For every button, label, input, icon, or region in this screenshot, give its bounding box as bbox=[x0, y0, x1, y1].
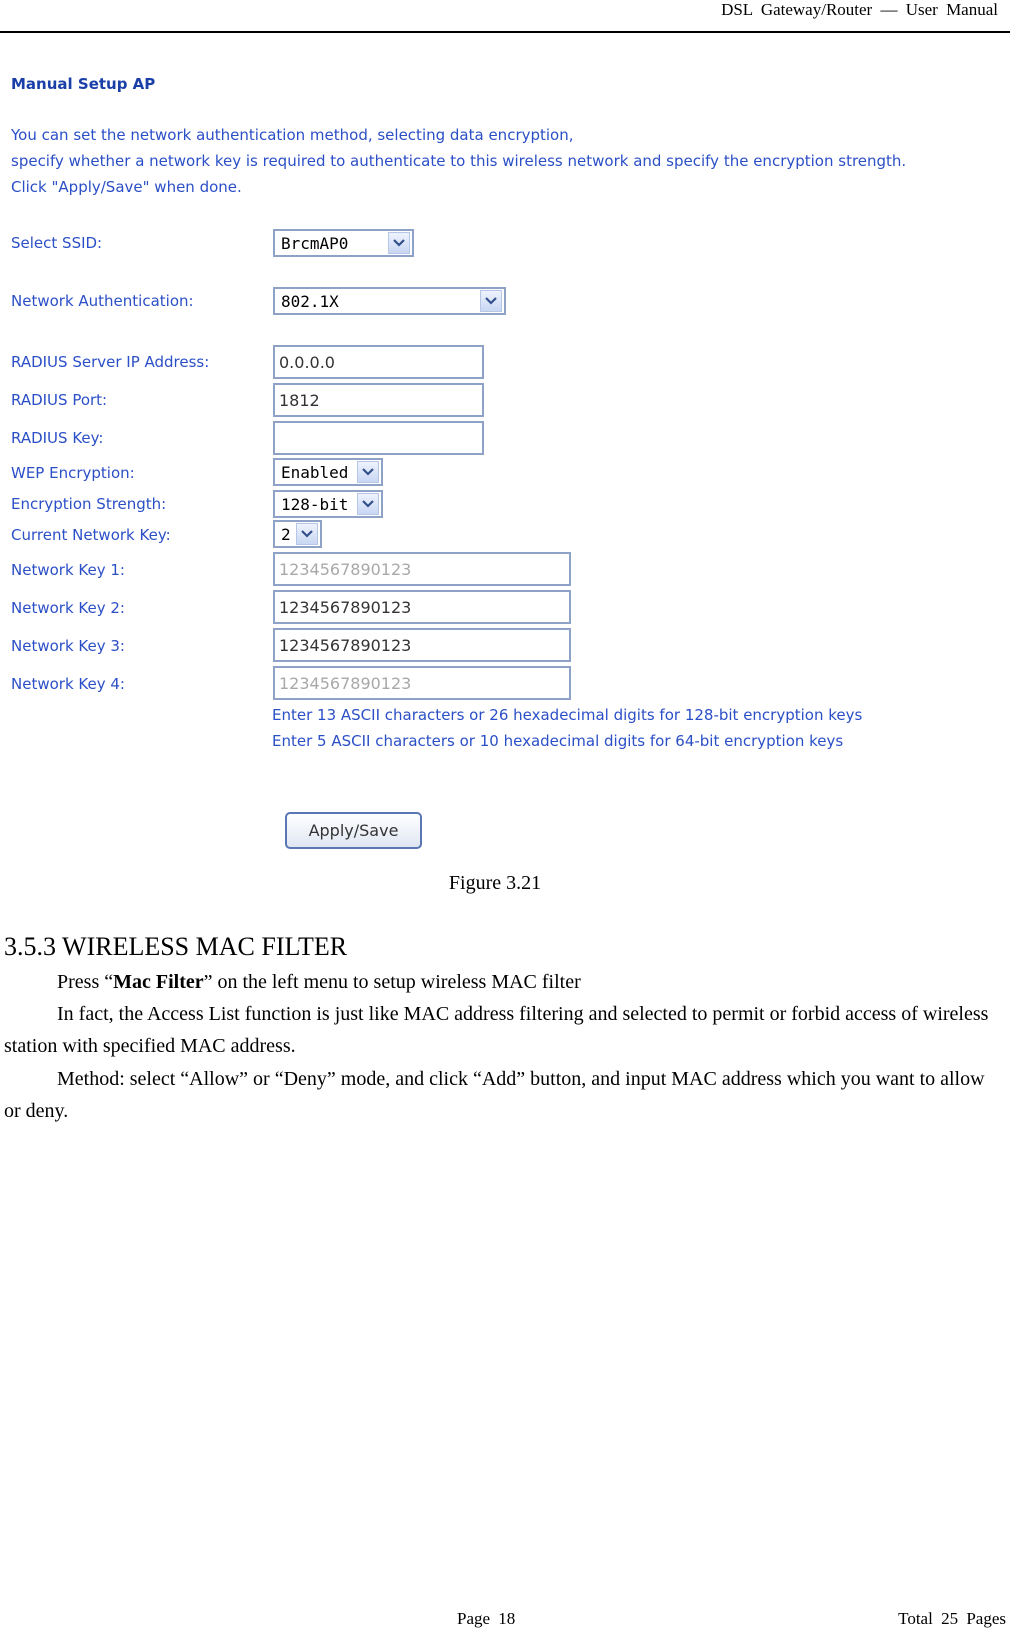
screenshot-title: Manual Setup AP bbox=[11, 75, 156, 93]
radius-key-label: RADIUS Key: bbox=[11, 429, 104, 447]
current-key-select[interactable] bbox=[273, 520, 322, 548]
hint-64bit: Enter 5 ASCII characters or 10 hexadecimal digits for 64-bit encryption keys bbox=[272, 732, 844, 750]
auth-label: Network Authentication: bbox=[11, 292, 194, 310]
key2-label: Network Key 2: bbox=[11, 599, 125, 617]
strength-label: Encryption Strength: bbox=[11, 495, 167, 513]
key2-input[interactable]: 1234567890123 bbox=[273, 590, 571, 624]
radius-port-label: RADIUS Port: bbox=[11, 391, 108, 409]
header-title: DSL Gateway/Router — User Manual bbox=[721, 0, 998, 19]
p1-bold: Mac Filter bbox=[113, 971, 204, 993]
key4-label: Network Key 4: bbox=[11, 675, 125, 693]
wep-label: WEP Encryption: bbox=[11, 464, 135, 482]
description-line-1: You can set the network authentication method, selecting data encryption, bbox=[11, 126, 574, 144]
paragraph-method: Method: select “Allow” or “Deny” mode, and click “Add” button, and input MAC address which you want to allow or deny. bbox=[4, 1068, 985, 1122]
chevron-down-icon bbox=[296, 523, 318, 545]
paragraph-access-list: In fact, the Access List function is just like MAC address filtering and selected to permit or forbid access of wireless station with specified MAC address. bbox=[4, 1003, 989, 1057]
key1-input[interactable]: 1234567890123 bbox=[273, 552, 571, 586]
radius-key-input[interactable] bbox=[273, 421, 484, 455]
footer-page-number: Page 18 bbox=[457, 1609, 516, 1628]
current-key-value: 2 bbox=[281, 524, 291, 544]
key3-input[interactable]: 1234567890123 bbox=[273, 628, 571, 662]
current-key-label: Current Network Key: bbox=[11, 526, 171, 544]
radius-ip-input[interactable]: 0.0.0.0 bbox=[273, 345, 484, 379]
key4-input[interactable]: 1234567890123 bbox=[273, 666, 571, 700]
wep-value: Enabled bbox=[281, 462, 349, 482]
hint-128bit: Enter 13 ASCII characters or 26 hexadecimal digits for 128-bit encryption keys bbox=[272, 706, 863, 724]
ssid-label: Select SSID: bbox=[11, 234, 103, 252]
description-line-2: specify whether a network key is required to authenticate to this wireless network and specify the encryption strength. bbox=[11, 152, 907, 170]
apply-save-button[interactable]: Apply/Save bbox=[285, 812, 422, 849]
figure-caption: Figure 3.21 bbox=[448, 872, 542, 894]
ssid-select[interactable] bbox=[273, 229, 414, 257]
chevron-down-icon bbox=[480, 290, 502, 312]
page-header bbox=[0, 0, 1010, 33]
p1-pre: Press “ bbox=[57, 971, 114, 993]
paragraph-press-mac-filter bbox=[4, 966, 989, 998]
key3-label: Network Key 3: bbox=[11, 637, 125, 655]
footer-total-pages: Total 25 Pages bbox=[898, 1609, 1006, 1628]
wep-select[interactable] bbox=[273, 458, 383, 486]
strength-select[interactable] bbox=[273, 490, 383, 518]
radius-port-input[interactable]: 1812 bbox=[273, 383, 484, 417]
auth-value: 802.1X bbox=[281, 291, 339, 311]
key1-label: Network Key 1: bbox=[11, 561, 125, 579]
description-line-3: Click "Apply/Save" when done. bbox=[11, 178, 242, 196]
radius-ip-label: RADIUS Server IP Address: bbox=[11, 353, 210, 371]
chevron-down-icon bbox=[357, 493, 379, 515]
strength-value: 128-bit bbox=[281, 494, 349, 514]
auth-select[interactable] bbox=[273, 287, 506, 315]
ssid-value: BrcmAP0 bbox=[281, 233, 349, 253]
p1-post: ” on the left menu to setup wireless MAC filter bbox=[203, 971, 581, 993]
chevron-down-icon bbox=[357, 461, 379, 483]
chevron-down-icon bbox=[388, 232, 410, 254]
section-heading: 3.5.3 WIRELESS MAC FILTER bbox=[4, 932, 348, 961]
